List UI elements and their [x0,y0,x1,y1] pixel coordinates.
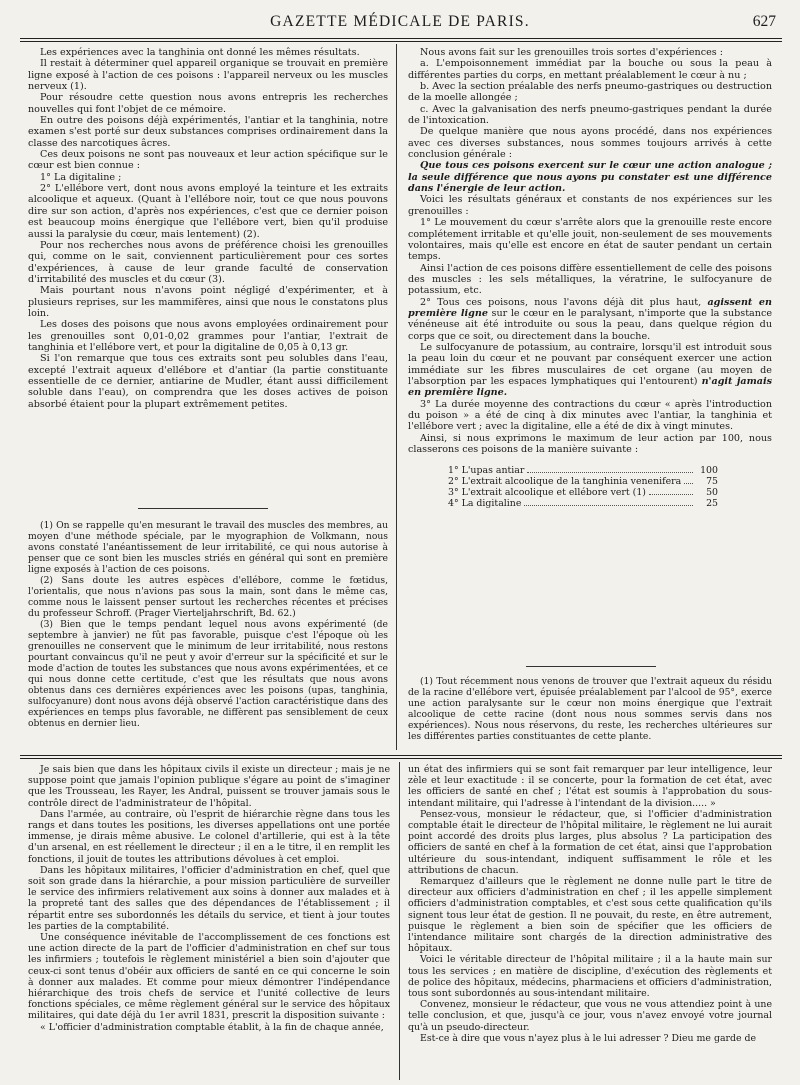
footnote: (1) Tout récemment nous venons de trouver que l'extrait aqueux du résidu de la racine d'ellébore vert, épuisée préalablement par l'alcool de 95°, exerce une action paralysante sur le cœur non moins énergique que l'extrait alcoolique de cette racine (dont nous nous sommes servis dans nos expériences). Nous nous réservons, du reste, les recherches ultérieures sur les différentes parties constituantes de cette plante. [408,676,772,742]
list-item: a. L'empoisonnement immédiat par la bouche ou sous la peau à différentes parties du corps, en mettant préalablement le cœur à nu ; [408,58,772,81]
leader-dots [524,498,693,506]
paragraph: « L'officier d'administration comptable établit, à la fin de chaque année, [40,1021,384,1033]
paragraph: Je sais bien que dans les hôpitaux civils il existe un directeur ; mais je ne suppose point que jamais l'opinion publique s'égare au point de s'imaginer que les Trousseau, les Rayer, les Andral, puissent se trouver jamais sous le contrôle direct de l'administrateur de l'hôpital. [28,764,390,809]
ranking-value: 25 [706,498,718,510]
section-rule-double [20,758,782,759]
paragraph: Une conséquence inévitable de l'accomplissement de ces fonctions est une action directe de la part de l'officier d'administration en chef sur tous les infirmiers ; toutefois le règlement ministériel a bien soin d'ajouter que ceux-ci sont tenus d'obéir aux officiers de santé en ce qui concerne le soin à donner aux malades. Et comme pour mieux démontrer l'indépendance hiérarchique des trois chefs de service et l'unité collective de leurs fonctions spéciales, ce même règlement général sur le service des hôpitaux militaires, qui date déjà du 1er avril 1831, prescrit la disposition suivante : [28,932,390,1022]
paragraph: Les expériences avec la tanghinia ont donné les mêmes résultats. [40,47,360,58]
lower-left-column [28,764,390,1033]
leader-dots [684,476,693,484]
text: sur le cœur en le paralysant, n'importe que la substance vénéneuse ait été introduite ou sous la peau, dans quelque région du corps que ce soit, ou directement dans la bouche. [408,307,773,342]
paragraph: De quelque manière que nous ayons procédé, dans nos expériences avec ces diverses substances, nous sommes toujours arrivés à cette conclusion générale : [408,126,772,161]
ranking-label: 4° La digitaline [448,498,522,510]
footnote: (2) Sans doute les autres espèces d'ellébore, comme le fœtidus, l'orientalis, que nous n'avions pas sous la main, sont dans le même cas, comme nous le laissent penser surtout les recherches récentes et précises du professeur Schroff. (Prager Vierteljahrschrift, Bd. 62.) [28,575,388,619]
column-divider [396,44,397,750]
paragraph: Dans l'armée, au contraire, où l'esprit de hiérarchie règne dans tous les rangs et dans toutes les positions, les diverses appellations ont une portée immense, je dirais même abusive. Le colonel d'artillerie, qui est à la tête d'un arsenal, en est réellement le directeur ; il en a le titre, il en remplit les fonctions, il jouit de toutes les attributions dévolues à cet emploi. [28,808,390,865]
list-item: c. Avec la galvanisation des nerfs pneumo-gastriques pendant la durée de l'intoxication. [408,103,772,127]
ranking-row [448,465,718,476]
ranking-label: 3° L'extrait alcoolique et ellébore vert (1) [448,487,646,499]
paragraph: Ainsi l'action de ces poisons diffère essentiellement de celle des poisons des muscles : les sels métalliques, la vératrine, le sulfocyanure de potassium, etc. [408,262,772,297]
emphasis: agissent en première ligne [408,296,772,319]
right-footnote [408,676,772,742]
paragraph: Ainsi, si nous exprimons le maximum de leur action par 100, nous classerons ces poisons de la manière suivante : [408,432,772,456]
header-rule [20,38,782,39]
paragraph: Pour résoudre cette question nous avons entrepris les recherches nouvelles qui font l'objet de ce mémoire. [28,92,388,115]
paragraph: Nous avons fait sur les grenouilles trois sortes d'expériences : [420,47,723,58]
paragraph: un état des infirmiers qui se sont fait remarquer par leur intelligence, leur zèle et leur exactitude : il se concerte, pour la formation de cet état, avec les officiers de santé en chef ; l'état est soumis à l'approbation du sous-intendant militaire, qui l'adresse à l'intendant de la division..... » [408,764,772,809]
paragraph: Pour nos recherches nous avons de préférence choisi les grenouilles qui, comme on le sait, conviennent particulièrement pour ces sortes d'expériences, à cause de leur grande faculté de conservation d'irritabilité des muscles et du cœur (3). [28,239,388,285]
page-number: 627 [752,13,776,30]
leader-dots [649,487,693,495]
paragraph [408,297,772,342]
footnote-separator [138,508,268,509]
paragraph: Pensez-vous, monsieur le rédacteur, que, si l'officier d'administration comptable était le directeur de l'hôpital militaire, le règlement ne lui aurait point accordé des droits plus larges, plus absolus ? La participation des officiers de santé en chef à la formation de cet état, ainsi que l'approbation ultérieure du sous-intendant, indiquent suffisamment le rôle et les attributions de chacun. [408,808,772,876]
ranking-value: 50 [706,487,718,499]
paragraph: 1° La digitaline ; [40,171,122,183]
header-rule-double [20,41,782,42]
paragraph: Est-ce à dire que vous n'ayez plus à le lui adresser ? Dieu me garde de [420,1032,757,1044]
leader-dots [527,465,693,473]
paragraph: En outre des poisons déjà expérimentés, l'antiar et la tanghinia, notre examen s'est porté sur deux substances comprises ordinairement dans la classe des narcotiques âcres. [28,115,388,149]
paragraph: Remarquez d'ailleurs que le règlement ne donne nulle part le titre de directeur aux officiers d'administration en chef ; il les appelle simplement officiers d'administration comptables, et c'est sous cette qualification qu'ils signent tous leur état de gestion. Il ne pouvait, du reste, en être autrement, puisque le règlement a bien soin de spécifier que les officiers de l'intendance militaire sont chargés de la direction administrative des hôpitaux. [408,876,772,955]
left-column [28,47,388,410]
ranking-value: 100 [700,465,718,477]
paragraph: Convenez, monsieur le rédacteur, que vous ne vous attendiez point à une telle conclusion, et que, jusqu'à ce jour, vous n'avez envoyé votre journal qu'à un pseudo-directeur. [408,999,772,1033]
paragraph: Si l'on remarque que tous ces extraits sont peu solubles dans l'eau, excepté l'extrait aqueux d'ellébore et d'antiar (la partie constituante essentielle de ce dernier, antiarine de Mudler, étant aussi difficilement soluble dans l'eau), on comprendra que les doses actives de poison absorbé étaient pour la plupart extrêmement petites. [28,353,388,410]
ranking-row [448,487,718,498]
paragraph: Ces deux poisons ne sont pas nouveaux et leur action spécifique sur le cœur est bien connue : [28,149,388,172]
footnote-separator [526,666,656,667]
ranking-row [448,498,718,509]
text: Le sulfocyanure de potassium, au contraire, lorsqu'il est introduit sous la peau loin du cœur et ne pouvant par conséquent exercer une action immédiate sur les fibres musculaires de cet organe (au moyen de l'absorption par les espaces lymphatiques qui l'entourent) [408,341,772,387]
section-rule [20,755,782,756]
lower-column-divider [399,762,400,1080]
paragraph: Les doses des poisons que nous avons employées ordinairement pour les grenouilles sont 0,01-0,02 grammes pour l'antiar, l'extrait de tanghinia et l'ellébore vert, et pour la digitaline de 0,05 à 0,13 gr. [28,319,388,353]
ranking-label: 2° L'extrait alcoolique de la tanghinia venenifera [448,476,682,488]
page-header [22,14,778,36]
paragraph: 2° L'ellébore vert, dont nous avons employé la teinture et les extraits alcoolique et aqueux. (Quant à l'ellébore noir, tout ce que nous pouvons dire sur son action, d'après nos expériences, c'est que ce dernier poison est beaucoup moins énergique que l'ellébore vert, bien qu'il produise aussi la paralysie du cœur, mais lentement) (2). [28,183,388,240]
footnote: (3) Bien que le temps pendant lequel nous avons expérimenté (de septembre à janvier) ne fût pas favorable, puisque c'est l'époque où les grenouilles ne conservent que le minimum de leur irritabilité, nous restons pourtant convaincus qu'il ne peut y avoir d'erreur sur la spécificité et sur le mode d'action de toutes les substances que nous avons expérimentées, et ce qui nous donne cette certitude, c'est que les résultats que nous avons obtenus dans ces dernières expériences avec les poisons (upas, tanghinia, sulfocyanure) dont nous avons déjà observé l'action caractéristique dans des expériences en temps plus favorable, ne diffèrent pas sensiblement de ceux obtenus en dernier lieu. [28,619,388,729]
footnote: (1) On se rappelle qu'en mesurant le travail des muscles des membres, au moyen d'une méthode spéciale, par le myographion de Volkmann, nous avons constaté l'anéantissement de leur irritabilité, ce qui nous autorise à penser que ce sont bien les muscles striés en général qui sont en première ligne exposés à l'action de ces poisons. [28,520,388,575]
paragraph: Voici le véritable directeur de l'hôpital militaire ; il a la haute main sur tous les services ; en matière de discipline, d'exécution des règlements et de police des hôpitaux, médecins, pharmaciens et officiers d'administration, tous sont subordonnés au sous-intendant militaire. [408,954,772,1000]
emphasis: Que tous ces poisons exercent sur le cœur une action analogue ; la seule différence que nous ayons pu constater est une différence dans l'énergie de leur action. [408,160,772,195]
paragraph: Dans les hôpitaux militaires, l'officier d'administration en chef, quel que soit son grade dans la hiérarchie, a pour mission particulière de surveiller le service des infirmiers relativement aux soins à donner aux malades et à la propreté tant des salles que des dépendances de l'établissement ; il répartit entre ses subordonnés les détails du service, et tient à jour toutes les parties de la comptabilité. [28,864,390,932]
ranking-table [448,465,718,509]
emphasis: n'agit jamais en première ligne. [408,375,772,399]
paragraph: Mais pourtant nous n'avons point négligé d'expérimenter, et à plusieurs reprises, sur les mammifères, ainsi que nous le constatons plus loin. [28,285,388,319]
conclusion-italic [408,160,772,194]
paragraph [408,342,772,399]
left-footnotes [28,520,388,729]
journal-title: GAZETTE MÉDICALE DE PARIS. [270,13,530,30]
paragraph: Voici les résultats généraux et constants de nos expériences sur les grenouilles : [408,194,772,217]
ranking-label: 1° L'upas antiar [448,465,525,477]
right-column [408,47,772,519]
list-item: b. Avec la section préalable des nerfs pneumo-gastriques ou destruction de la moelle allongée ; [408,81,772,104]
ranking-value: 75 [706,476,718,488]
lower-right-column [408,764,772,1044]
paragraph: 3° La durée moyenne des contractions du cœur « après l'introduction du poison » a été de cinq à dix minutes avec l'antiar, la tanghinia et l'ellébore vert ; avec la digitaline, elle a été de dix à vingt minutes. [408,398,772,433]
ranking-row [448,476,718,487]
paragraph: 1° Le mouvement du cœur s'arrête alors que la grenouille reste encore complétement irritable et qu'elle jouit, non-seulement de ses mouvements volontaires, mais qu'elle est encore en état de sauter pendant un certain temps. [408,217,772,263]
paragraph: Il restait à déterminer quel appareil organique se trouvait en première ligne exposé à l'action de ces poisons : l'appareil nerveux ou les muscles nerveux (1). [28,58,388,93]
text: 2° Tous ces poisons, nous l'avons déjà dit plus haut, [420,296,708,308]
